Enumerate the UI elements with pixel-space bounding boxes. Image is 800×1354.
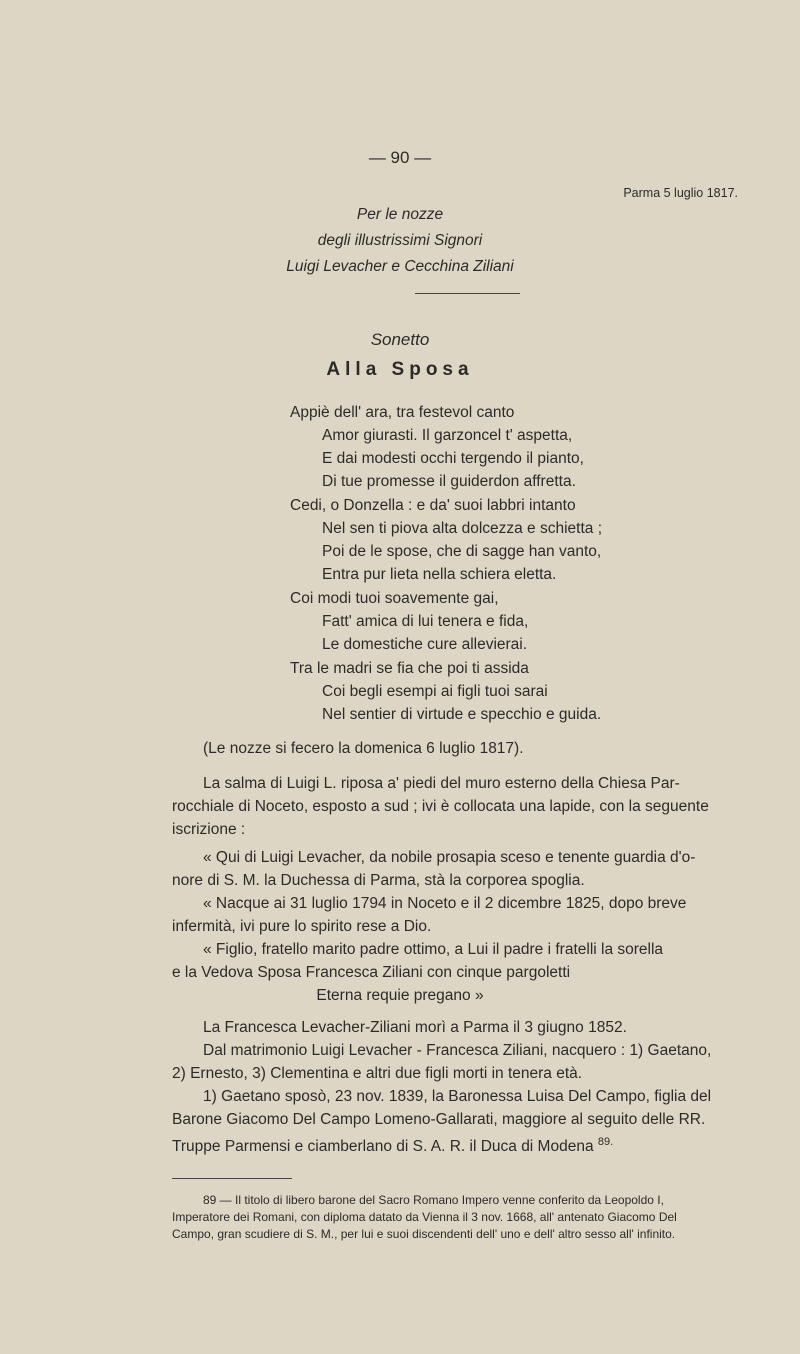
sonnet-label: Sonetto [370,330,430,349]
body-line: rocchiale di Noceto, esposto a sud ; ivi è collocata una lapide, con la seguente [172,798,709,815]
body-line: nore di S. M. la Duchessa di Parma, stà la corporea spoglia. [172,872,585,889]
sonnet-title: Alla Sposa [326,359,474,380]
verse-line: Amor giurasti. Il garzoncel t' aspetta, [322,427,573,444]
page-number: — 90 — [368,148,432,167]
body-line: e la Vedova Sposa Francesca Ziliani con cinque pargoletti [172,964,571,981]
verse-line: Tra le madri se fia che poi ti assida [290,660,529,677]
body-line: iscrizione : [172,821,246,838]
verse-line: Poi de le spose, che di sagge han vanto, [322,543,602,560]
verse-line: E dai modesti occhi tergendo il pianto, [322,450,584,467]
dedication-line-3: Luigi Levacher e Cecchina Ziliani [286,258,514,275]
body-line: « Nacque ai 31 luglio 1794 in Noceto e il 2 dicembre 1825, dopo breve [203,895,687,912]
body-line: Dal matrimonio Luigi Levacher - Francesca Ziliani, nacquero : 1) Gaetano, [203,1042,712,1059]
footnote-line: Imperatore dei Romani, con diploma datato da Vienna il 3 nov. 1668, all' antenato Giacomo Del [172,1210,677,1224]
verse-line: Cedi, o Donzella : e da' suoi labbri intanto [290,497,576,514]
body-line: La salma di Luigi L. riposa a' piedi del muro esterno della Chiesa Par- [203,775,680,792]
wedding-note: (Le nozze si fecero la domenica 6 luglio 1817). [203,740,524,757]
body-line: 2) Ernesto, 3) Clementina e altri due figli morti in tenera età. [172,1065,583,1082]
footnote-divider [172,1178,292,1179]
body-line: « Figlio, fratello marito padre ottimo, a Lui il padre i fratelli la sorella [203,941,664,958]
body-line-text: Truppe Parmensi e ciamberlano di S. A. R. il Duca di Modena [172,1138,594,1156]
verse-line: Appiè dell' ara, tra festevol canto [290,404,515,421]
footnote-line: Campo, gran scudiere di S. M., per lui e suoi discendenti dell' uno e dell' altro sesso all' infinito. [172,1227,676,1241]
verse-line: Coi begli esempi ai figli tuoi sarai [322,683,548,700]
verse-line: Di tue promesse il guiderdon affretta. [322,473,576,490]
dateline: Parma 5 luglio 1817. [623,186,738,200]
body-line: 1) Gaetano sposò, 23 nov. 1839, la Baronessa Luisa Del Campo, figlia del [203,1088,712,1105]
dedication-line-1: Per le nozze [356,206,444,223]
verse-line: Fatt' amica di lui tenera e fida, [322,613,529,630]
verse-line: Nel sen ti piova alta dolcezza e schietta ; [322,520,603,537]
verse-line: Le domestiche cure allevierai. [322,636,528,653]
verse-line: Entra pur lieta nella schiera eletta. [322,566,557,583]
body-line: « Qui di Luigi Levacher, da nobile prosapia sceso e tenente guardia d'o- [203,849,696,866]
body-line [172,1131,613,1158]
body-line: La Francesca Levacher-Ziliani morì a Parma il 3 giugno 1852. [203,1019,627,1036]
body-line: Barone Giacomo Del Campo Lomeno-Gallarati, maggiore al seguito delle RR. [172,1111,706,1128]
body-line: infermità, ivi pure lo spirito rese a Dio. [172,918,432,935]
verse-line: Coi modi tuoi soavemente gai, [290,590,499,607]
verse-line: Nel sentier di virtude e specchio e guida. [322,706,602,723]
title-divider [415,293,520,294]
dedication-line-2: degli illustrissimi Signori [317,232,483,249]
footnote-reference: 89. [597,1136,614,1148]
footnote-line: 89 — Il titolo di libero barone del Sacro Romano Impero venne conferito da Leopoldo I, [203,1193,664,1207]
body-line: Eterna requie pregano » [316,987,484,1004]
